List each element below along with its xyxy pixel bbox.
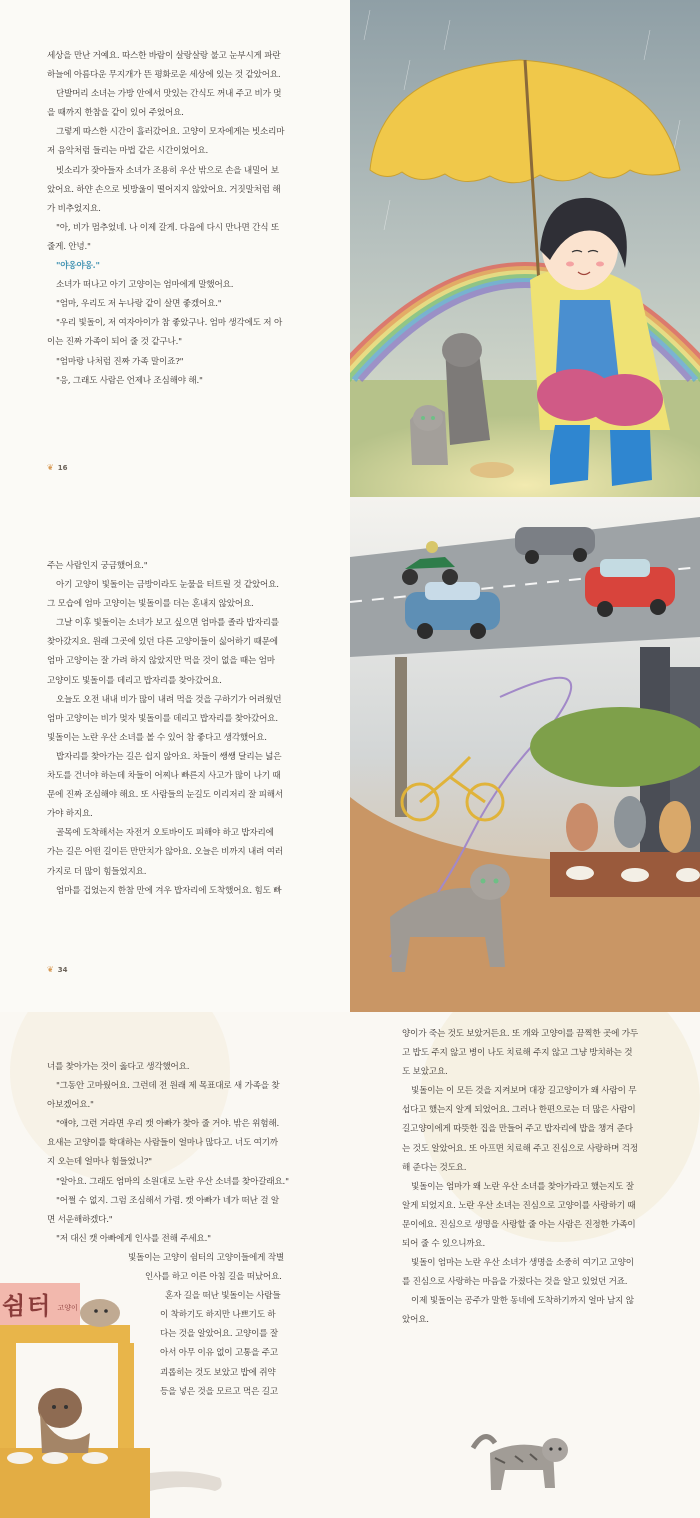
text-line: 혼자 길을 떠난 빛돌이는 사람들 — [165, 1291, 281, 1302]
text-line: 엄마 고양이는 잘 가려 하지 않았지만 먹을 것이 없을 때는 엄마 — [47, 656, 275, 667]
text-line: 섭다고 했는지 알게 되었어요. 그러나 한편으로는 더 많은 사람이 — [402, 1105, 636, 1116]
text-line: "우리 빛돌이, 저 여자아이가 참 좋았구나. 엄마 생각에도 저 아 — [56, 318, 283, 329]
illustration-walking-cat — [465, 1418, 580, 1498]
text-line: 아보겠어요." — [47, 1100, 94, 1111]
text-line: 빛돌이는 엄마가 왜 노란 우산 소녀를 찾아가라고 했는지도 잘 — [411, 1181, 634, 1192]
text-line: 빛돌이는 노란 우산 소녀를 볼 수 있어 참 좋다고 생각했어요. — [47, 732, 267, 743]
text-line: "알아요. 그래도 엄마의 소원대로 노란 우산 소녀를 찾아갈래요." — [56, 1176, 289, 1187]
text-line: 엄마 고양이는 비가 멎자 빛돌이를 데리고 밥자리를 찾아갔어요. — [47, 713, 278, 724]
text-line: "아, 비가 멈추었네. 나 이제 갈게. 다음에 다시 만나면 간식 또 — [56, 222, 280, 233]
text-line: 아기 고양이 빛돌이는 금방이라도 눈물을 터트릴 것 같았어요. — [56, 580, 279, 591]
text-line: 빗소리가 잦아들자 소녀가 조용히 우산 밖으로 손을 내밀어 보 — [56, 165, 279, 176]
page-34-text — [47, 557, 347, 901]
page-right-text — [402, 1025, 700, 1331]
text-line: 가는 길은 어떤 길이든 만만치가 않아요. 오늘은 비까지 내려 여러 — [47, 847, 283, 858]
text-line: 줄게. 안녕." — [47, 241, 91, 252]
text-line: 차도를 건너야 하는데 차들이 어찌나 빠른지 사고가 많이 나기 때 — [47, 771, 281, 782]
text-line: 인사를 하고 이른 아침 길을 떠났어요. — [145, 1272, 282, 1283]
text-line: 되어 줄 수 있으니까요. — [402, 1239, 486, 1250]
page-16-text — [47, 47, 347, 391]
text-line: 문이에요. 진심으로 생명을 사랑할 줄 아는 사람은 진정한 가족이 — [402, 1219, 636, 1230]
shelter-sign-text: 쉼터 — [2, 1292, 53, 1320]
text-line: 골목에 도착해서는 자전거 오토바이도 피해야 하고 밥자리에 — [56, 828, 274, 839]
text-line: "어쩔 수 없지. 그럼 조심해서 가렴. 캣 아빠가 네가 떠난 걸 알 — [56, 1195, 280, 1206]
text-line: 괴롭히는 것도 보았고 밥에 쥐약 — [160, 1367, 276, 1378]
text-line: 단발머리 소녀는 가방 안에서 맛있는 간식도 꺼내 주고 비가 멎 — [56, 89, 282, 100]
text-line: 가 비추었지요. — [47, 203, 101, 214]
text-line: 그렇게 따스한 시간이 흘러갔어요. 고양이 모자에게는 빗소리마 — [56, 127, 285, 138]
text-line: 다는 것을 알았어요. 고양이를 잘 — [160, 1329, 278, 1340]
text-line: "엄마랑 나처럼 진짜 가족 말이죠?" — [56, 356, 184, 367]
text-line: 이제 빛돌이는 공주가 말한 동네에 도착하기까지 얼마 남지 않 — [411, 1296, 634, 1307]
text-line: 고양이도 빛돌이를 데리고 밥자리를 찾아갔어요. — [47, 675, 222, 686]
illustration-street-cats — [350, 497, 700, 1012]
text-line: 길고양이에게 따뜻한 집을 만들어 주고 밥자리에 밥을 챙겨 준다 — [402, 1124, 633, 1135]
text-line: 는 것도 알았어요. 또 아프면 치료해 주고 진심으로 사랑하며 걱정 — [402, 1143, 638, 1154]
illustration-girl-umbrella-rainbow — [350, 0, 700, 497]
paw-icon: ❦ — [47, 965, 54, 974]
text-line: 도 보았고요. — [402, 1067, 448, 1078]
text-line: 등을 넣은 것을 모르고 먹은 길고 — [160, 1386, 278, 1397]
page-number: 34 — [57, 966, 68, 974]
shelter-sign-subtext: 고양이 — [57, 1304, 78, 1312]
text-line: 아서 아무 이유 없이 고통을 주고 — [160, 1348, 278, 1359]
text-line: "저 대신 캣 아빠에게 인사를 전해 주세요." — [56, 1233, 211, 1244]
text-line: 저 음악처럼 들리는 마법 같은 시간이었어요. — [47, 146, 209, 157]
text-line: 를 진심으로 사랑하는 마음을 가졌다는 것을 알고 있었던 거죠. — [402, 1277, 628, 1288]
text-line: "그동안 고마웠어요. 그런데 전 원래 제 목표대로 새 가족을 찾 — [56, 1081, 280, 1092]
text-line: 을 때까지 한참을 같이 있어 주었어요. — [47, 108, 184, 119]
page-number: 16 — [57, 464, 68, 472]
text-line: 이는 진짜 가족이 되어 줄 것 같구나." — [47, 337, 182, 348]
text-line: 가야 하지요. — [47, 809, 93, 820]
text-line: "야옹야옹." — [56, 261, 100, 272]
text-line: 양이가 죽는 것도 보았거든요. 또 개와 고양이를 끔찍한 곳에 가두 — [402, 1029, 638, 1039]
text-line: 밥자리를 찾아가는 길은 쉽지 않아요. 차들이 쌩쌩 달리는 넓은 — [56, 751, 282, 762]
text-line: "엄마, 우리도 저 누나랑 같이 살면 좋겠어요." — [56, 299, 222, 310]
text-line: 그 모습에 엄마 고양이는 빛돌이를 더는 혼내지 않았어요. — [47, 599, 254, 610]
text-line: 빛돌이는 이 모든 것을 지켜보며 대장 길고양이가 왜 사람이 무 — [411, 1086, 637, 1097]
text-line: 엄마를 겁었는지 한참 만에 겨우 밥자리에 도착했어요. 힘도 빠 — [56, 885, 282, 896]
text-line: 하늘에 아름다운 무지개가 뜬 평화로운 세상에 있는 것 같았어요. — [47, 70, 281, 81]
text-line: 빛돌이 엄마는 노란 우산 소녀가 생명을 소중히 여기고 고양이 — [411, 1258, 634, 1269]
shelter-sign — [2, 1286, 78, 1321]
page-number-34 — [47, 965, 67, 974]
text-line: 알게 되었지요. 노란 우산 소녀는 진심으로 고양이를 사랑하기 때 — [402, 1200, 636, 1211]
text-line: 이 착하기도 하지만 나쁘기도 하 — [160, 1310, 276, 1321]
text-line: 빛돌이는 고양이 쉼터의 고양이들에게 작별 — [128, 1252, 284, 1263]
text-line: "애야, 그런 거라면 우리 캣 아빠가 찾아 줄 거야. 밖은 위험해. — [56, 1119, 280, 1130]
page-number-16 — [47, 463, 67, 472]
text-line: 았어요. 하얀 손으로 빗방울이 떨어지지 않았어요. 거짓말처럼 해 — [47, 184, 281, 195]
text-line: 요새는 고양이를 학대하는 사람들이 얼마나 많다고. 너도 여기까 — [47, 1138, 278, 1149]
text-line: 너를 찾아가는 것이 옳다고 생각했어요. — [47, 1062, 190, 1072]
text-line: 소녀가 떠나고 아기 고양이는 엄마에게 말했어요. — [56, 280, 234, 291]
text-line: 지 오는데 얼마나 힘들었니?" — [47, 1157, 152, 1168]
text-line: 찾아갔지요. 원래 그곳에 있던 다른 고양이들이 싫어하기 때문에 — [47, 637, 278, 648]
text-line: 고 밥도 주지 않고 병이 나도 치료해 주지 않고 그냥 방치하는 것 — [402, 1048, 633, 1059]
text-line: "응, 그래도 사람은 언제나 조심해야 해." — [56, 375, 203, 386]
text-line: 세상을 만난 거예요. 따스한 바람이 살랑살랑 불고 눈부시게 파란 — [47, 51, 281, 61]
paw-icon: ❦ — [47, 463, 54, 472]
text-line: 해 준다는 것도요. — [402, 1162, 467, 1173]
text-line: 주는 사람인지 궁금했어요." — [47, 561, 148, 571]
text-line: 가지로 더 많이 힘들었지요. — [47, 866, 147, 877]
text-line: 았어요. — [402, 1315, 429, 1326]
text-line: 면 서운해하겠다." — [47, 1214, 113, 1225]
text-line: 문에 진짜 조심해야 해요. 또 사람들의 눈길도 이리저리 잘 피해서 — [47, 790, 283, 801]
text-line: 오늘도 오전 내내 비가 많이 내려 먹을 것을 구하기가 어려웠던 — [56, 694, 282, 705]
text-line: 그날 이후 빛돌이는 소녀가 보고 싶으면 엄마를 졸라 밥자리를 — [56, 618, 279, 629]
